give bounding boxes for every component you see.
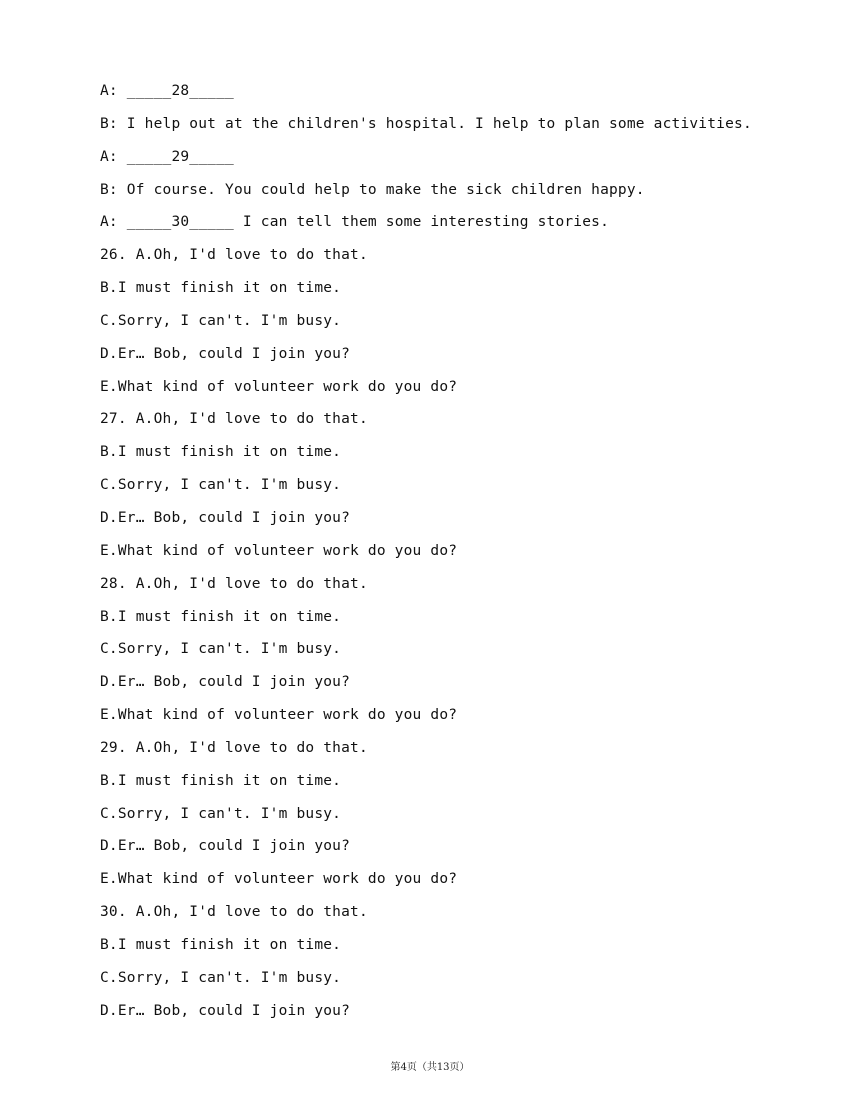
option-line: C.Sorry, I can't. I'm busy.: [100, 477, 342, 494]
dialogue-text: I help out at the children's hospital. I help to plan some activities.: [126, 115, 752, 132]
option-line: 26. A.Oh, I'd love to do that.: [100, 247, 368, 264]
option-line: D.Er… Bob, could I join you?: [100, 345, 351, 362]
dialogue-text: Of course. You could help to make the sick children happy.: [126, 181, 645, 198]
question-30-options: [100, 902, 800, 1033]
option-line: 30. A.Oh, I'd love to do that.: [100, 904, 368, 921]
option-line: C.Sorry, I can't. I'm busy.: [100, 312, 342, 329]
option-line: B.I must finish it on time.: [100, 444, 342, 461]
option-line: B.I must finish it on time.: [100, 772, 342, 789]
option-line: D.Er… Bob, could I join you?: [100, 509, 351, 526]
speaker-label: B:: [100, 115, 127, 132]
speaker-label: A:: [100, 83, 127, 99]
dialogue-line-b1: [100, 114, 800, 147]
option-line: E.What kind of volunteer work do you do?: [100, 378, 458, 395]
answer-blank-28: _____28_____: [126, 83, 234, 99]
dialogue-line-a28: [100, 81, 800, 114]
option-line: E.What kind of volunteer work do you do?: [100, 871, 458, 888]
dialogue-line-a29: [100, 147, 800, 180]
dialogue-line-b2: [100, 180, 800, 213]
option-line: 28. A.Oh, I'd love to do that.: [100, 575, 368, 592]
option-line: C.Sorry, I can't. I'm busy.: [100, 969, 342, 986]
question-29-options: [100, 738, 800, 902]
option-line: E.What kind of volunteer work do you do?: [100, 707, 458, 724]
dialogue-line-a30: [100, 212, 800, 245]
option-line: B.I must finish it on time.: [100, 936, 342, 953]
dialogue-text: I can tell them some interesting stories.: [233, 214, 610, 231]
answer-blank-29: _____29_____: [126, 148, 234, 165]
option-line: B.I must finish it on time.: [100, 280, 342, 297]
option-line: D.Er… Bob, could I join you?: [100, 674, 351, 691]
option-line: B.I must finish it on time.: [100, 608, 342, 625]
option-line: E.What kind of volunteer work do you do?: [100, 542, 458, 559]
option-line: C.Sorry, I can't. I'm busy.: [100, 641, 342, 658]
option-line: D.Er… Bob, could I join you?: [100, 838, 351, 855]
answer-blank-30: _____30_____: [126, 214, 234, 231]
question-27-options: [100, 409, 800, 573]
speaker-label: B:: [100, 181, 127, 198]
page-footer: 第4页（共13页）: [390, 1062, 470, 1073]
option-line: D.Er… Bob, could I join you?: [100, 1002, 351, 1019]
speaker-label: A:: [100, 214, 127, 231]
speaker-label: A:: [100, 148, 127, 165]
option-line: C.Sorry, I can't. I'm busy.: [100, 805, 342, 822]
option-line: 29. A.Oh, I'd love to do that.: [100, 739, 368, 756]
question-26-options: [100, 245, 800, 409]
option-line: 27. A.Oh, I'd love to do that.: [100, 411, 368, 428]
page-content: [100, 81, 800, 1033]
question-28-options: [100, 574, 800, 738]
